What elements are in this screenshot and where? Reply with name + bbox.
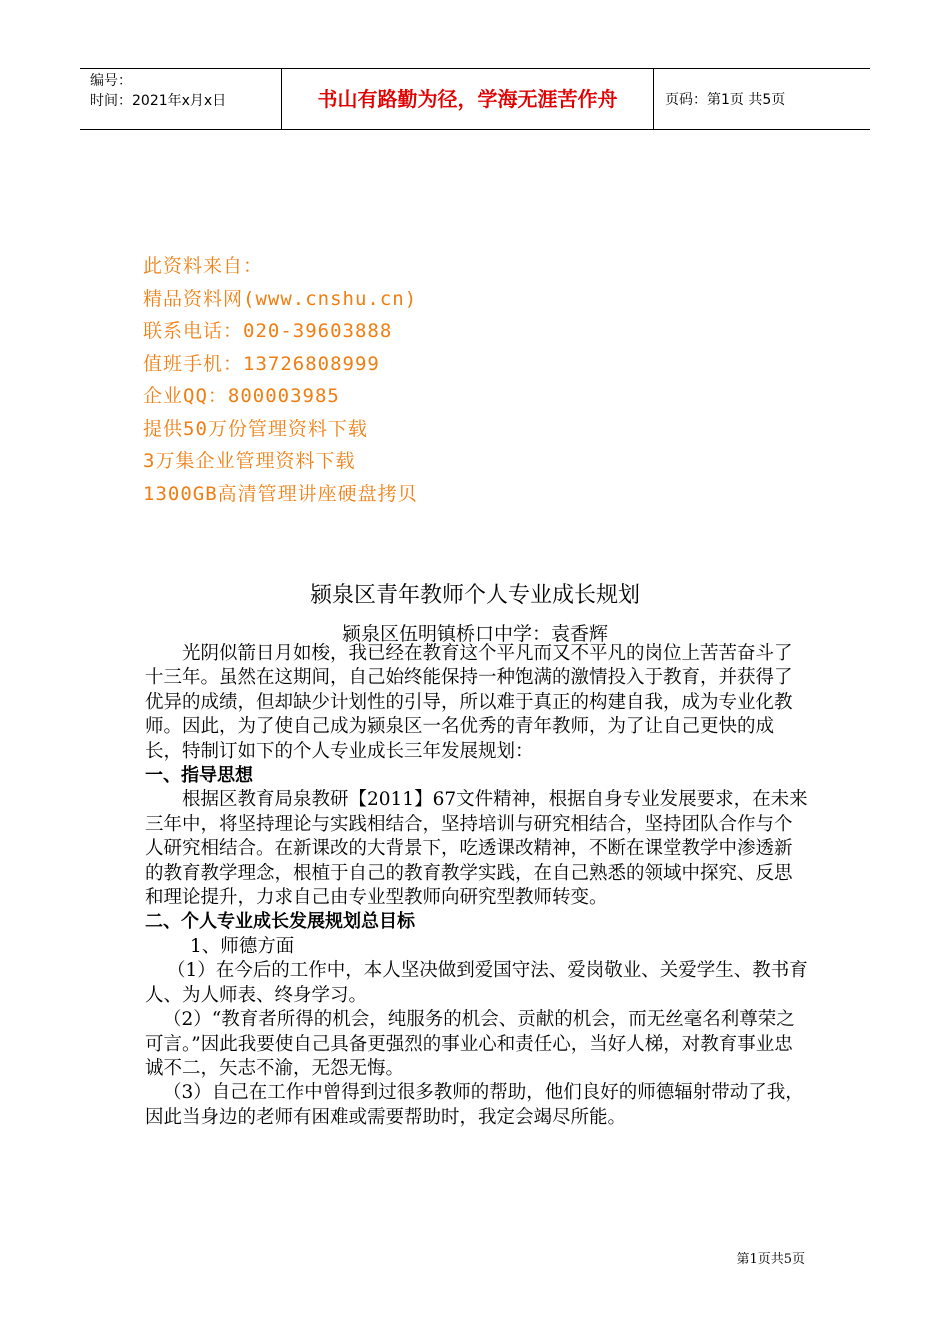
time-label: 时间：2021年x月x日 bbox=[90, 93, 227, 109]
ad-block bbox=[143, 250, 418, 510]
ad-line: 3万集企业管理资料下载 bbox=[143, 450, 356, 472]
ad-line: 联系电话：020-39603888 bbox=[143, 320, 393, 342]
intro-paragraph: 光阴似箭日月如梭，我已经在教育这个平凡而又不平凡的岗位上苦苦奋斗了十三年。虽然在这期间，自己始终能保持一种饱满的激情投入于教育，并获得了优异的成绩，但却缺少计划性的引导，所以难于真正的构建自我，成为专业化教师。因此，为了使自己成为颍泉区一名优秀的青年教师，为了让自己更快的成长，特制订如下的个人专业成长三年发展规划： bbox=[145, 643, 793, 762]
header-page-label: 页码：第1页 共5页 bbox=[665, 92, 786, 108]
document-body bbox=[145, 642, 810, 1130]
list-item: （3）自己在工作中曾得到过很多教师的帮助，他们良好的师德辐射带动了我，因此当身边的老师有困难或需要帮助时，我定会竭尽所能。 bbox=[145, 1082, 804, 1128]
subsection-heading: 1、师德方面 bbox=[190, 935, 295, 957]
document-author: 颍泉区伍明镇桥口中学：袁香辉 bbox=[341, 623, 608, 645]
header-motto: 书山有路勤为径，学海无涯苦作舟 bbox=[317, 87, 618, 111]
list-item: （2）“教育者所得的机会，纯服务的机会、贡献的机会，而无丝毫名利尊荣之可言。”因此我要使自己具备更强烈的事业心和责任心，当好人梯，对教育事业忠诚不二，矢志不渝，无怨无悔。 bbox=[145, 1009, 795, 1079]
header-divider bbox=[653, 69, 654, 129]
header-meta bbox=[90, 71, 226, 111]
section-heading: 一、指导思想 bbox=[145, 765, 253, 787]
ad-line: 值班手机：13726808999 bbox=[143, 352, 380, 375]
section-heading: 二、个人专业成长发展规划总目标 bbox=[145, 911, 415, 933]
page-header bbox=[80, 68, 870, 130]
document-title: 颍泉区青年教师个人专业成长规划 bbox=[309, 583, 640, 608]
ad-line: 此资料来自： bbox=[143, 255, 264, 277]
section-paragraph: 根据区教育局泉教研【2011】67文件精神，根据自身专业发展要求，在未来三年中，将坚持理论与实践相结合，坚持培训与研究相结合，坚持团队合作与个人研究相结合。在新课改的大背景下，吃透课改精神，不断在课堂教学中渗透新的教育教学理念，根植于自己的教育教学实践，在自己熟悉的领域中探究、反思和理论提升，力求自己由专业型教师向研究型教师转变。 bbox=[145, 789, 808, 909]
ad-line: 精品资料网(www.cnshu.cn) bbox=[143, 287, 418, 310]
number-label: 编号： bbox=[90, 73, 132, 89]
ad-line: 提供50万份管理资料下载 bbox=[143, 417, 368, 440]
ad-line: 企业QQ：800003985 bbox=[143, 385, 340, 407]
page-footer: 第1页共5页 bbox=[736, 1252, 805, 1267]
list-item: （1）在今后的工作中，本人坚决做到爱国守法、爱岗敬业、关爱学生、教书育人、为人师表、终身学习。 bbox=[145, 960, 808, 1006]
ad-line: 1300GB高清管理讲座硬盘拷贝 bbox=[143, 482, 418, 505]
